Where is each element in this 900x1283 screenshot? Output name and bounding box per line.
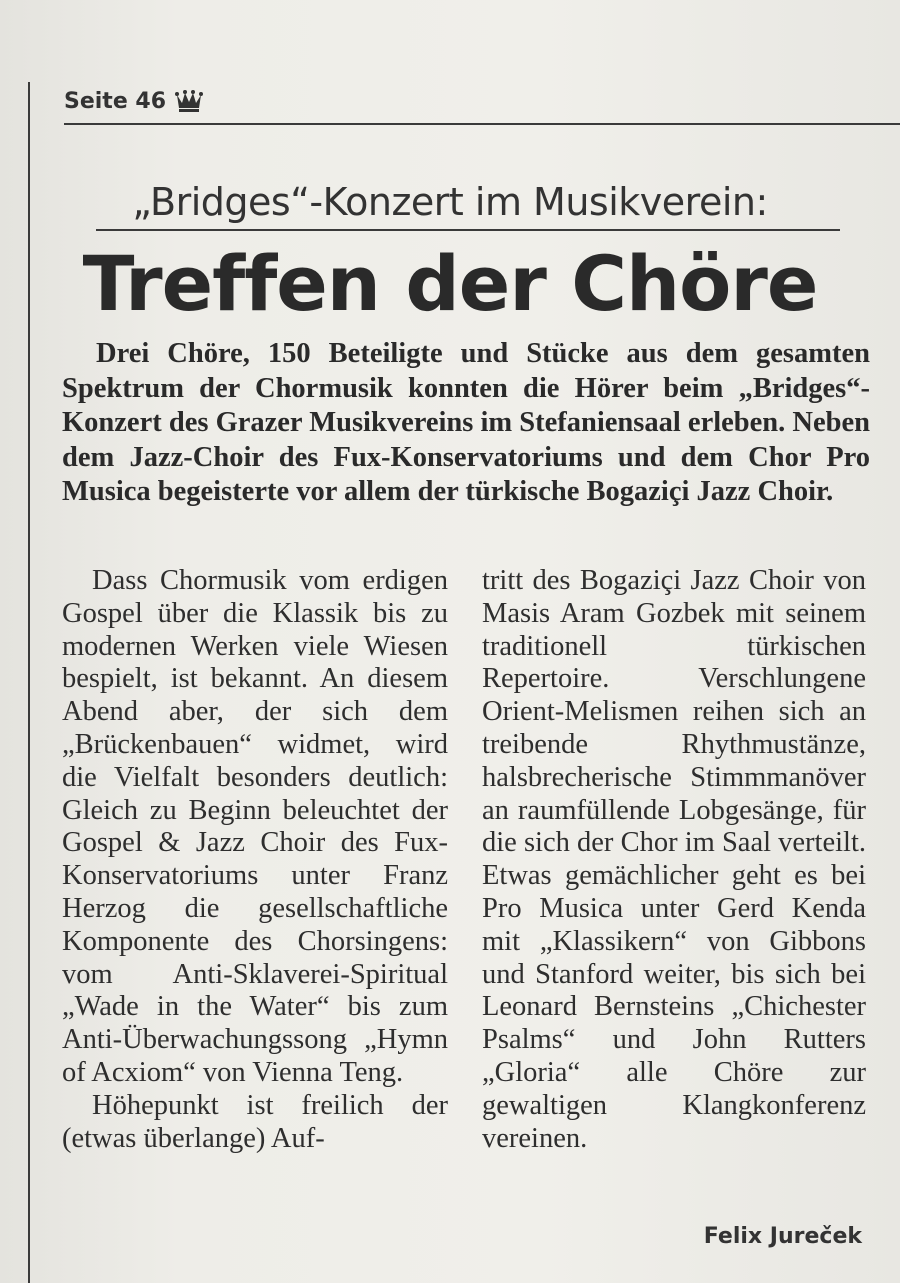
header-rule xyxy=(64,123,900,125)
article-paragraph: Dass Chormusik vom erdigen Gospel über die Klassik bis zu modernen Werken viele Wiesen bespielt, ist bekannt. An diesem Abend aber, der sich dem „Brückenbauen“ widmet, wird die Vielfalt besonders deutlich: Gleich zu Beginn beleuchtet der Gospel & Jazz Choir des Fux-Konservatoriums unter Franz Herzog die gesellschaftliche Komponente des Chorsingens: vom Anti-Sklaverei-Spiritual „Wade in the Water“ bis zum Anti-Überwachungssong „Hymn of Acxiom“ von Vienna Teng. xyxy=(62,565,448,1088)
article-kicker: „Bridges“-Konzert im Musikverein: xyxy=(132,180,768,224)
article-column-1 xyxy=(62,565,448,1155)
crown-icon xyxy=(174,89,204,113)
page-header xyxy=(64,84,204,118)
article-column-2 xyxy=(482,565,866,1155)
page-label: Seite 46 xyxy=(64,88,167,114)
article-headline: Treffen der Chöre xyxy=(82,239,818,328)
article-paragraph: tritt des Bogaziçi Jazz Choir von Masis Aram Gozbek mit seinem traditionell türkischen Repertoire. Verschlungene Orient-Melismen reihen sich an treibende Rhythmustänze, halsbrecherische Stimmmanöver an raumfüllende Lobgesänge, für die sich der Chor im Saal verteilt. Etwas gemächlicher geht es bei Pro Musica unter Gerd Kenda mit „Klassikern“ von Gibbons und Stanford weiter, bis sich bei Leonard Bernsteins „Chichester Psalms“ und John Rutters „Gloria“ alle Chöre zur gewaltigen Klangkonferenz vereinen. xyxy=(482,565,866,1154)
article-lead: Drei Chöre, 150 Beteiligte und Stücke aus dem gesamten Spektrum der Chormusik konnten die Hörer beim „Bridges“-Konzert des Grazer Musikvereins im Stefaniensaal erleben. Neben dem Jazz-Choir des Fux-Konservatoriums und dem Chor Pro Musica begeisterte vor allem der türkische Bogaziçi Jazz Choir. xyxy=(62,338,870,507)
author-byline: Felix Jureček xyxy=(703,1224,862,1249)
article-paragraph: Höhepunkt ist freilich der (etwas überlange) Auf- xyxy=(62,1089,448,1154)
kicker-rule xyxy=(96,229,840,231)
